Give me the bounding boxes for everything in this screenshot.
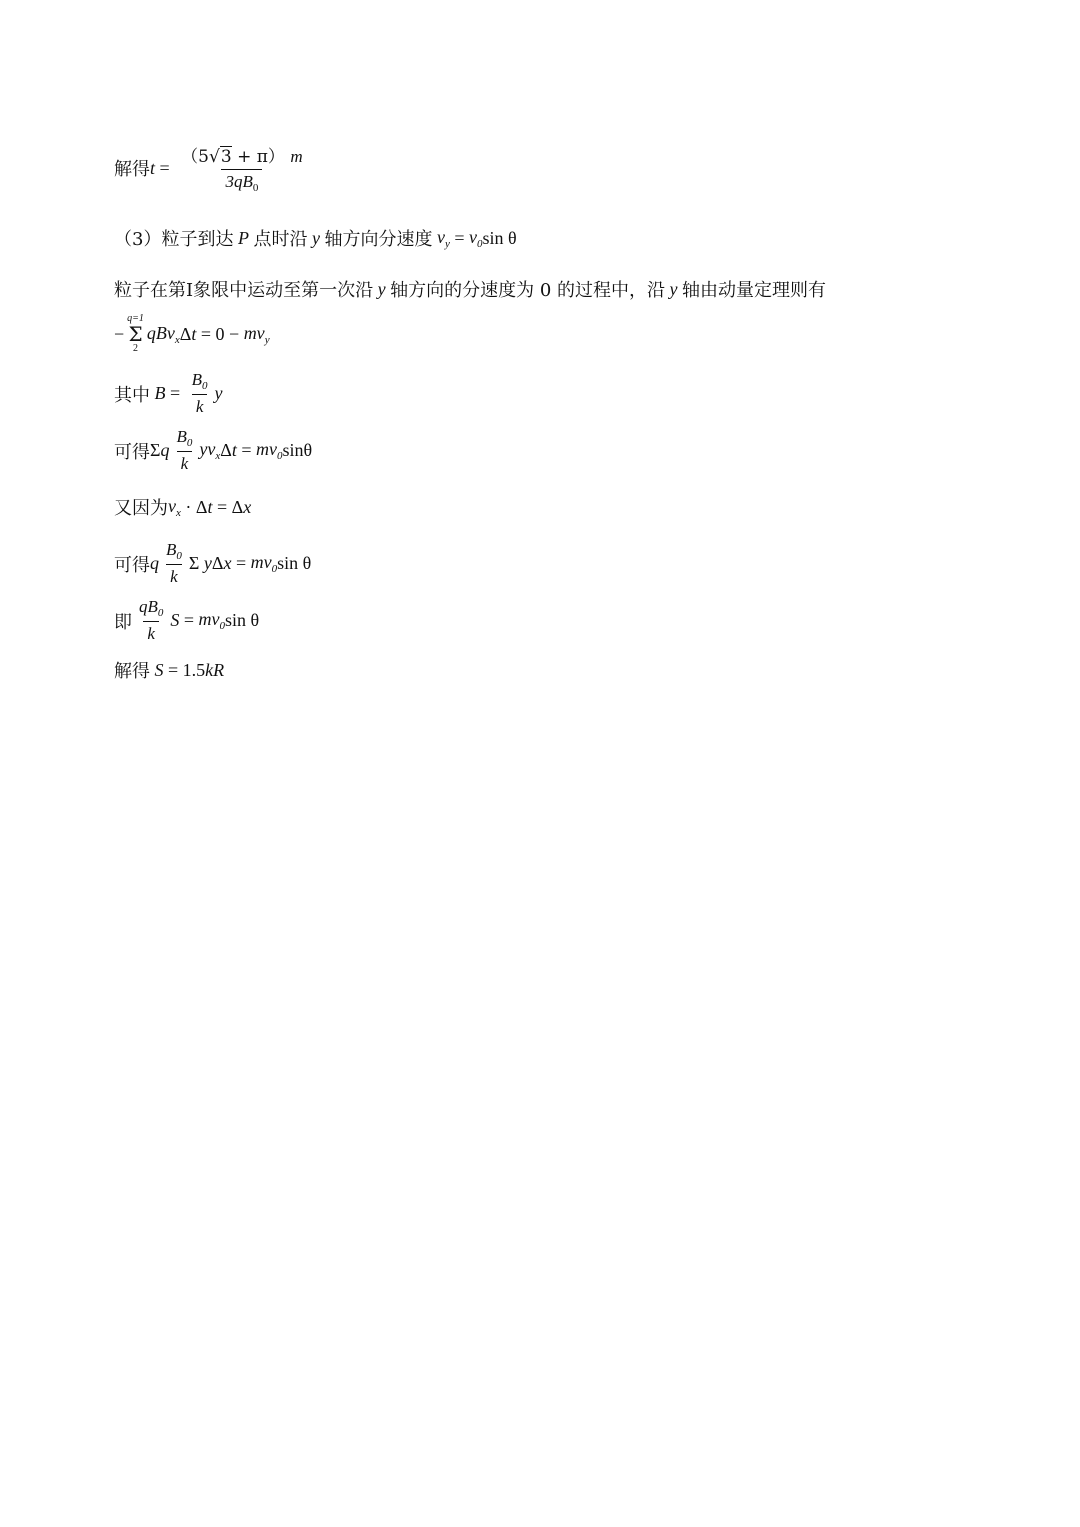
var-B: B	[150, 383, 166, 403]
fraction-t-numerator	[177, 142, 306, 169]
sigma-glyph: Σ	[150, 440, 161, 460]
var-P: P	[233, 227, 254, 248]
var-v0: $v_0$	[469, 226, 483, 250]
part3-mid2: 轴方向分速度	[324, 229, 433, 250]
frac-den: k	[143, 621, 159, 644]
fraction-B0-k	[188, 370, 212, 417]
den-text: 3qB	[225, 172, 253, 191]
motion-text	[114, 276, 826, 302]
eq-can-get-2	[114, 540, 311, 587]
var-q: q	[160, 440, 170, 460]
frac-num: $qB_0$	[139, 597, 164, 619]
sigma-glyph: Σ	[128, 322, 143, 346]
delta: Δ	[220, 440, 232, 460]
var-y: y	[214, 383, 223, 403]
final-prefix: 解得	[114, 661, 150, 682]
sum-lower: 2	[133, 343, 139, 354]
eq-equals: =	[165, 383, 185, 403]
eq-can-get	[114, 427, 312, 474]
frac-num: $B_0$	[176, 427, 193, 449]
delta: Δ	[179, 323, 192, 344]
fraction-B0-k	[172, 427, 196, 474]
dot-op: · Δ	[180, 496, 208, 517]
where-prefix: 其中	[114, 384, 150, 406]
var-y: y	[665, 278, 683, 299]
part3-mid: 点时沿	[253, 229, 308, 250]
var-t: t	[191, 323, 201, 344]
term-mv0: $mv_0$	[256, 439, 283, 462]
sqrt-sign: √	[209, 147, 220, 167]
sub-0: 0	[252, 182, 259, 194]
var-vy: $v_y$	[432, 226, 450, 250]
sin-theta: sinθ	[282, 440, 313, 460]
var-x: x	[223, 553, 232, 573]
fraction-B0-k	[162, 540, 186, 587]
eq-equals: =	[236, 440, 256, 460]
eq-part3	[114, 225, 517, 251]
var-S: S	[150, 659, 168, 680]
term-vx: $v_x$	[168, 495, 181, 519]
sum-symbol	[127, 314, 144, 354]
eq-equals: =	[449, 227, 469, 248]
term-qBvx: qBv$_x$	[146, 322, 180, 346]
final-rhs: = 1.5	[168, 659, 206, 680]
num-plus: + π）	[231, 147, 285, 167]
motion-text-a: 粒子在第I象限中运动至第一次沿	[114, 280, 374, 301]
eq-solve-t	[114, 142, 310, 194]
var-y: y	[373, 278, 391, 299]
term-mv0: $mv_0$	[250, 552, 278, 575]
var-y: y	[307, 227, 325, 248]
sin-theta: sin θ	[225, 610, 260, 630]
can-get-prefix: 可得	[114, 441, 150, 463]
var-x: x	[243, 496, 252, 517]
eq-equals: = Δ	[212, 496, 244, 517]
eq-also	[114, 494, 251, 520]
var-S: S	[170, 610, 180, 630]
fraction-qB0-k	[135, 597, 167, 644]
eq-solve-t-prefix: 解得	[114, 159, 150, 180]
eq-momentum	[114, 314, 270, 354]
eq-ji	[114, 597, 259, 644]
sigma-glyph: Σ	[188, 553, 200, 573]
eq-equals: =	[231, 553, 251, 573]
frac-den: k	[177, 451, 193, 474]
var-t: t	[150, 157, 156, 178]
sin-theta: sin θ	[277, 553, 312, 573]
motion-text-c: 轴由动量定理则有	[682, 280, 827, 301]
eq-equals: =	[179, 610, 199, 630]
var-t: t	[207, 496, 213, 517]
frac-num: $B_0$	[166, 540, 182, 562]
minus-sign: −	[114, 323, 125, 344]
num-m: m	[290, 147, 303, 166]
frac-num: $B_0$	[191, 370, 208, 392]
var-q: q	[150, 553, 159, 573]
term-kR: kR	[205, 659, 225, 680]
term-yvx: $yv_x$	[199, 439, 221, 462]
ji-prefix: 即	[114, 611, 132, 633]
frac-den: k	[166, 564, 182, 587]
fraction-t	[177, 142, 306, 194]
frac-den: k	[192, 394, 208, 417]
term-mv0: $mv_0$	[198, 609, 226, 632]
eq-where-B	[114, 370, 223, 417]
var-t: t	[231, 440, 237, 460]
motion-text-b: 轴方向的分速度为 0 的过程中，沿	[390, 280, 666, 301]
delta: Δ	[211, 553, 224, 573]
fraction-t-denominator	[221, 169, 262, 194]
part3-prefix: （3）粒子到达	[114, 229, 234, 250]
eq1-rhs: = 0 −	[200, 323, 240, 344]
eq-final	[114, 657, 224, 683]
num-open: （5	[181, 147, 209, 167]
var-y: y	[199, 553, 212, 573]
also-prefix: 又因为	[114, 498, 168, 519]
term-mvy: $mv_y$	[239, 322, 270, 346]
can-get2-prefix: 可得	[114, 554, 150, 576]
part3-rhs: sin θ	[482, 227, 517, 248]
sum-upper: q=1	[127, 313, 144, 324]
sqrt-radicand: 3	[220, 147, 232, 167]
eq-equals: =	[155, 157, 175, 178]
